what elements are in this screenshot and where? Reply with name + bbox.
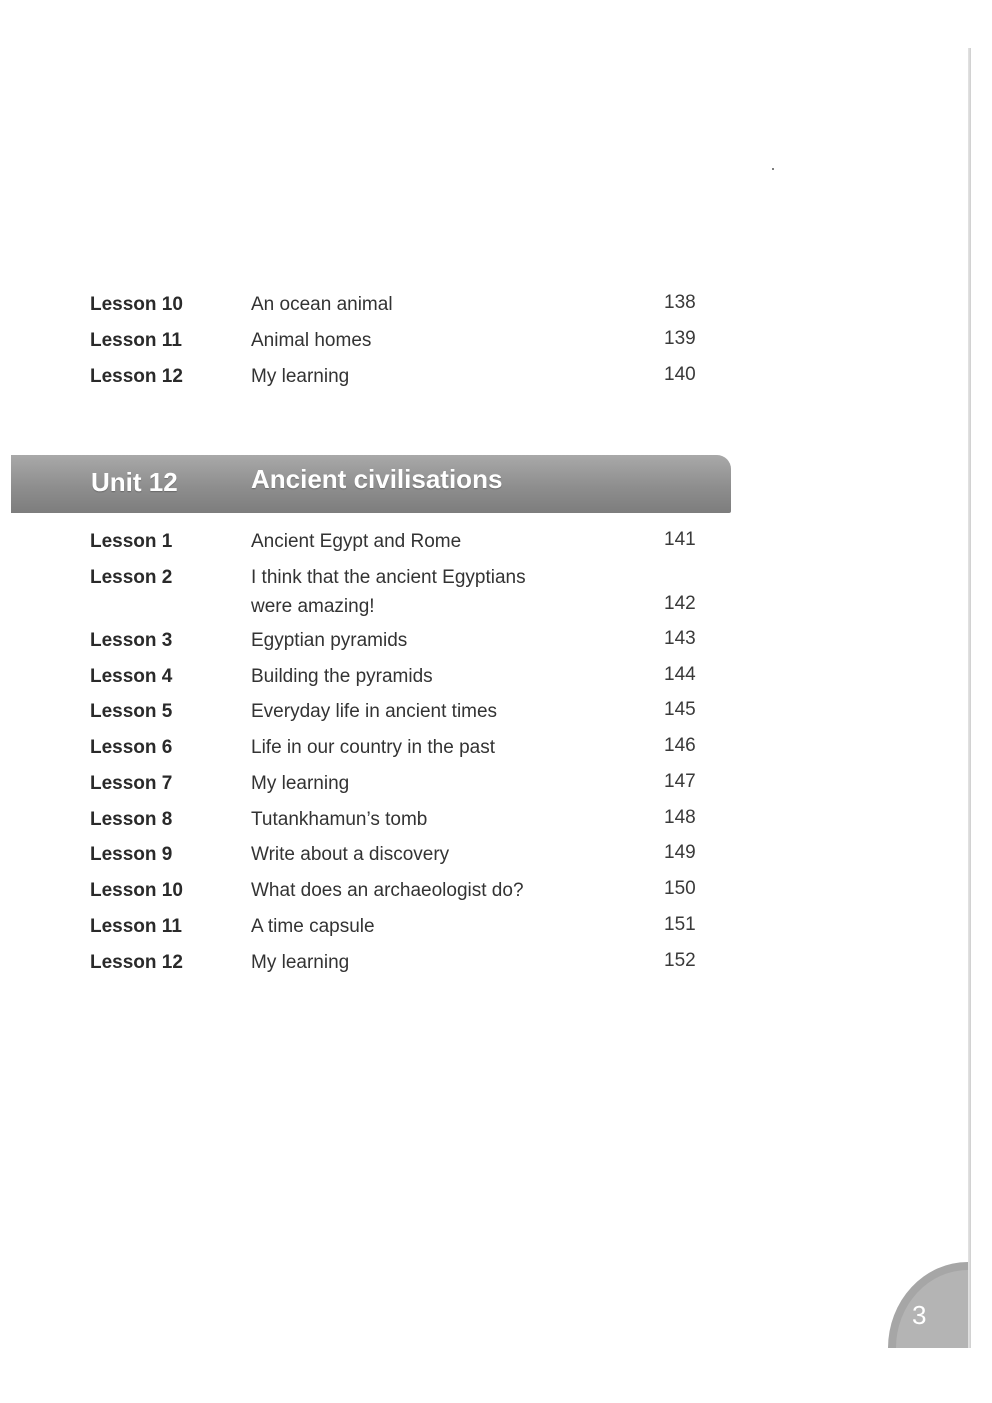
lesson-label: Lesson 6 bbox=[90, 737, 173, 758]
lesson-title: Egyptian pyramids bbox=[251, 630, 408, 651]
lesson-label: Lesson 2 bbox=[90, 567, 173, 588]
lesson-label: Lesson 11 bbox=[90, 330, 182, 351]
lesson-label: Lesson 8 bbox=[90, 809, 173, 830]
page-ref: 144 bbox=[664, 664, 696, 685]
page-number-tab-inner bbox=[896, 1270, 968, 1348]
page-number-tab bbox=[888, 1262, 968, 1348]
lesson-label: Lesson 3 bbox=[90, 630, 173, 651]
unit-banner bbox=[11, 455, 731, 513]
lesson-title: Everyday life in ancient times bbox=[251, 701, 498, 722]
toc-row[interactable] bbox=[0, 916, 992, 946]
toc-row[interactable] bbox=[0, 567, 992, 627]
lesson-title: My learning bbox=[251, 952, 350, 973]
lesson-label: Lesson 1 bbox=[90, 531, 173, 552]
lesson-title: A time capsule bbox=[251, 916, 375, 937]
page-ref: 140 bbox=[664, 364, 696, 385]
toc-row[interactable] bbox=[0, 366, 992, 396]
lesson-title: An ocean animal bbox=[251, 294, 393, 315]
page-ref: 147 bbox=[664, 771, 696, 792]
page-ref: 149 bbox=[664, 842, 696, 863]
lesson-title: Write about a discovery bbox=[251, 844, 450, 865]
lesson-label: Lesson 11 bbox=[90, 916, 182, 937]
toc-row[interactable] bbox=[0, 701, 992, 731]
lesson-title: What does an archaeologist do? bbox=[251, 880, 524, 901]
page-ref: 151 bbox=[664, 914, 696, 935]
page-ref: 139 bbox=[664, 328, 696, 349]
lesson-label: Lesson 7 bbox=[90, 773, 173, 794]
toc-row[interactable] bbox=[0, 844, 992, 874]
lesson-label: Lesson 9 bbox=[90, 844, 173, 865]
toc-row[interactable] bbox=[0, 630, 992, 660]
page-ref: 143 bbox=[664, 628, 696, 649]
lesson-label: Lesson 4 bbox=[90, 666, 173, 687]
toc-row[interactable] bbox=[0, 880, 992, 910]
page-edge-shadow bbox=[968, 48, 971, 1348]
lesson-title: Life in our country in the past bbox=[251, 737, 495, 758]
page-ref: 152 bbox=[664, 950, 696, 971]
toc-row[interactable] bbox=[0, 773, 992, 803]
lesson-label: Lesson 5 bbox=[90, 701, 173, 722]
scan-speck bbox=[772, 168, 774, 170]
lesson-label: Lesson 12 bbox=[90, 952, 183, 973]
page-ref: 142 bbox=[664, 593, 696, 614]
lesson-label: Lesson 10 bbox=[90, 880, 183, 901]
lesson-title-line-1: I think that the ancient Egyptians bbox=[251, 567, 526, 588]
unit-label: Unit 12 bbox=[91, 467, 178, 497]
page-number: 3 bbox=[912, 1300, 927, 1330]
toc-row[interactable] bbox=[0, 531, 992, 561]
toc-row[interactable] bbox=[0, 737, 992, 767]
lesson-title-line-2: were amazing! bbox=[251, 596, 375, 617]
lesson-title: My learning bbox=[251, 773, 350, 794]
toc-row[interactable] bbox=[0, 330, 992, 360]
page-ref: 138 bbox=[664, 292, 696, 313]
lesson-title: Animal homes bbox=[251, 330, 372, 351]
toc-row[interactable] bbox=[0, 952, 992, 982]
lesson-title: My learning bbox=[251, 366, 350, 387]
toc-row[interactable] bbox=[0, 809, 992, 839]
toc-row[interactable] bbox=[0, 666, 992, 696]
page-ref: 146 bbox=[664, 735, 696, 756]
lesson-label: Lesson 10 bbox=[90, 294, 183, 315]
page-ref: 141 bbox=[664, 529, 696, 550]
lesson-title: Tutankhamun’s tomb bbox=[251, 809, 428, 830]
page-ref: 150 bbox=[664, 878, 696, 899]
lesson-title: Building the pyramids bbox=[251, 666, 433, 687]
unit-title: Ancient civilisations bbox=[251, 464, 503, 494]
lesson-title: Ancient Egypt and Rome bbox=[251, 531, 462, 552]
lesson-label: Lesson 12 bbox=[90, 366, 183, 387]
page-ref: 148 bbox=[664, 807, 696, 828]
toc-row[interactable] bbox=[0, 294, 992, 324]
page-ref: 145 bbox=[664, 699, 696, 720]
